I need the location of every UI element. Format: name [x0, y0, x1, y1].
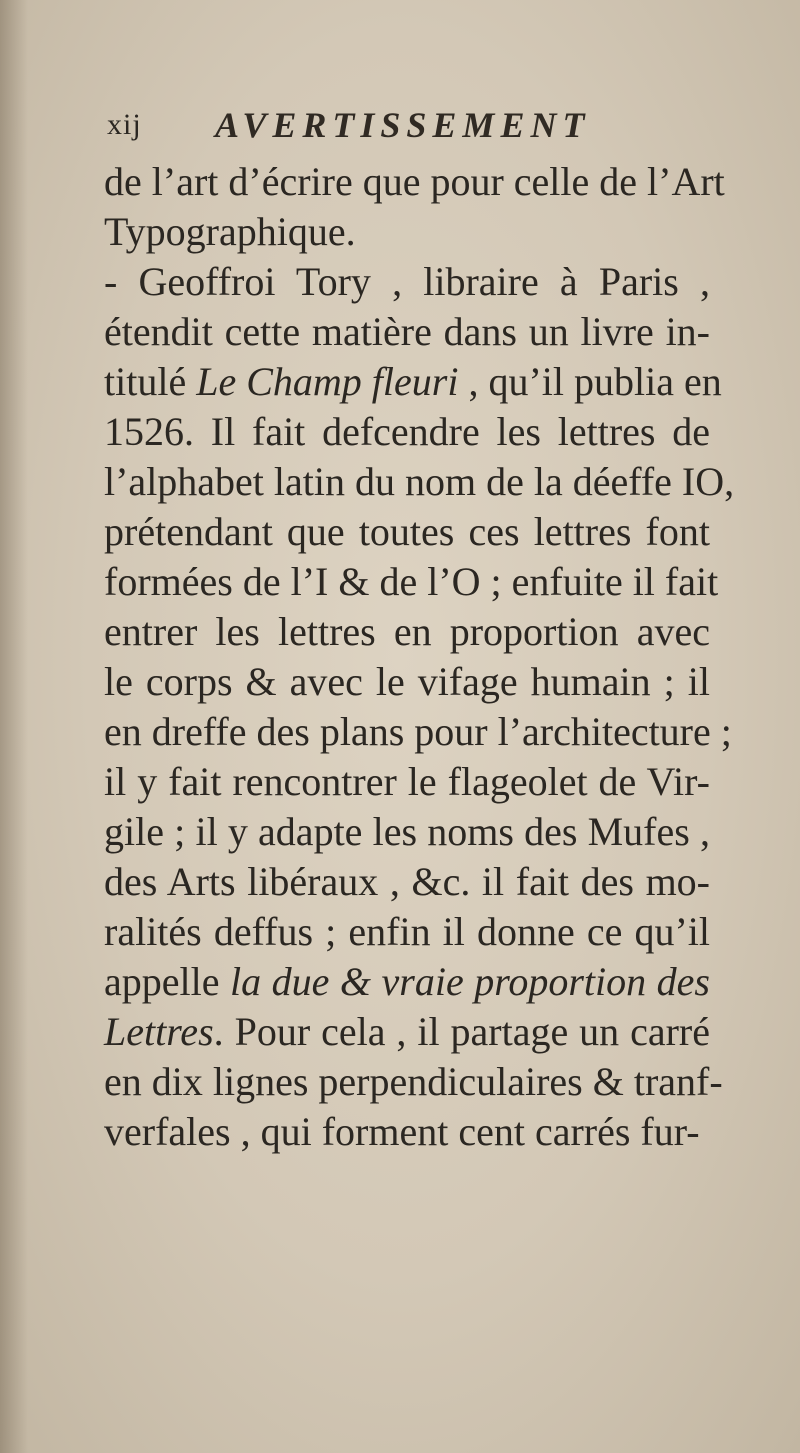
text-line: en dix lignes perpendiculaires & tranf- [104, 1059, 723, 1104]
text-line: il y fait rencontrer le flageolet de Vir- [104, 759, 710, 804]
text-line: gile ; il y adapte les noms des Mufes , [104, 809, 710, 854]
line-fragment: , qu’il publia en [458, 359, 722, 404]
text-line: l’alphabet latin du nom de la déeffe IO, [104, 459, 735, 504]
text-line: prétendant que toutes ces lettres font [104, 509, 710, 554]
proportion-phrase-italic: la due & vraie proportion des [230, 959, 710, 1004]
text-line: étendit cette matière dans un livre in- [104, 309, 710, 354]
text-line: - Geoffroi Tory , libraire à Paris , [104, 259, 710, 304]
text-line [104, 1006, 710, 1058]
text-line: Typographique. [104, 209, 356, 254]
text-line: le corps & avec le vifage humain ; il [104, 659, 710, 704]
line-fragment: appelle [104, 959, 231, 1004]
line-fragment: . Pour cela , il partage un carré [213, 1009, 710, 1054]
lettres-italic: Lettres [104, 1009, 214, 1054]
text-line [104, 956, 710, 1008]
page-edge-shadow [0, 0, 28, 1453]
text-line: 1526. Il fait defcendre les lettres de [104, 409, 710, 454]
text-line: verfales , qui forment cent carrés fur- [104, 1109, 700, 1154]
text-line: formées de l’I & de l’O ; enfuite il fait [104, 559, 719, 604]
book-title-italic: Le Champ fleuri [196, 359, 459, 404]
text-line: des Arts libéraux , &c. il fait des mo- [104, 859, 710, 904]
text-line: entrer les lettres en proportion avec [104, 609, 710, 654]
text-line: de l’art d’écrire que pour celle de l’Art [104, 159, 725, 204]
text-line: ralités deffus ; enfin il donne ce qu’il [104, 909, 710, 954]
page-number: xij [107, 108, 142, 141]
text-line: en dreffe des plans pour l’architecture ; [104, 709, 732, 754]
text-line [104, 356, 722, 408]
running-head [107, 100, 707, 150]
running-title: AVERTISSEMENT [215, 105, 591, 145]
line-fragment: titulé [104, 359, 197, 404]
